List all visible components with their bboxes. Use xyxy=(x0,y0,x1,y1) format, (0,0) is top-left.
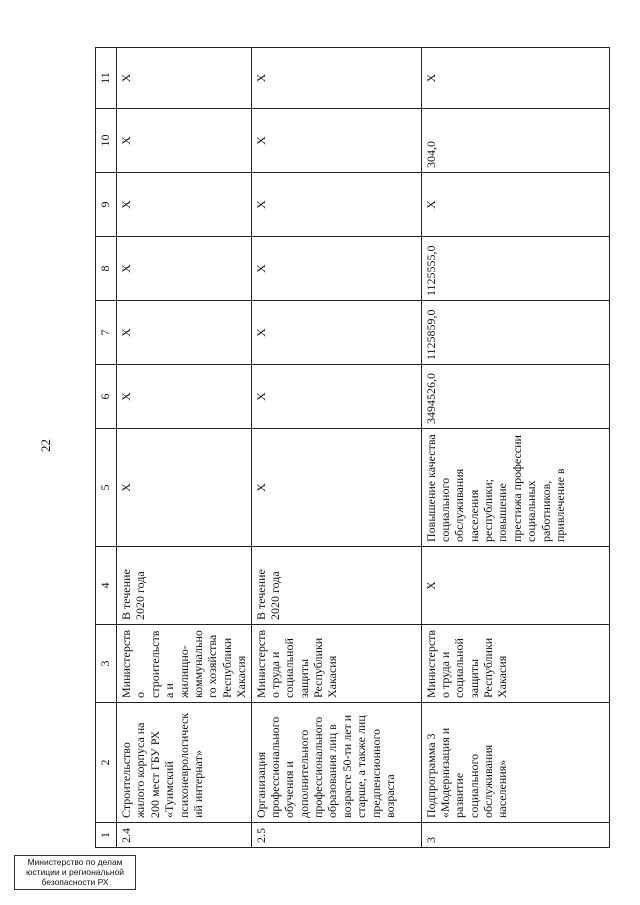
program-table-container xyxy=(95,48,610,848)
value-cell: Х xyxy=(251,109,421,173)
stamp-line: безопасности РХ xyxy=(41,876,109,887)
executor-cell: Министерство труда и социальной защиты Республики Хакасия xyxy=(251,625,421,703)
value-cell: Х xyxy=(251,173,421,237)
value-cell: Х xyxy=(117,237,252,301)
executor-cell: Министерство строительства и жилищно-коммунального хозяйства Республики Хакасия xyxy=(117,625,252,703)
table-row xyxy=(421,48,609,848)
value-cell: Х xyxy=(251,365,421,429)
value-cell: Х xyxy=(251,301,421,365)
value-cell: 3494526,0 xyxy=(421,365,609,429)
header-cell: 9 xyxy=(96,173,117,237)
result-cell: Х xyxy=(251,429,421,547)
header-cell: 11 xyxy=(96,48,117,109)
value-cell: Х xyxy=(117,173,252,237)
value-cell: 1125555,0 xyxy=(421,237,609,301)
row-number-cell: 3 xyxy=(421,823,609,848)
header-cell: 6 xyxy=(96,365,117,429)
stamp-line: юстиции и региональной xyxy=(25,866,125,877)
value-cell: Х xyxy=(117,301,252,365)
row-number-cell: 2.5 xyxy=(251,823,421,848)
stamp-line: Министерство по делам xyxy=(27,857,123,867)
header-cell: 1 xyxy=(96,823,117,848)
value-cell: Х xyxy=(251,48,421,109)
header-row xyxy=(96,48,117,848)
value-cell: Х xyxy=(117,365,252,429)
event-name-cell: Организация профессионального обучения и дополнительного профессионального образования лиц в возрасте 50-ти лет и старше, а также лиц предпенсионного возраста xyxy=(251,703,421,823)
executor-cell: Министерство труда и социальной защиты Республики Хакасия xyxy=(421,625,609,703)
value-cell: Х xyxy=(421,48,609,109)
header-cell: 10 xyxy=(96,109,117,173)
result-cell: Х xyxy=(117,429,252,547)
header-cell: 2 xyxy=(96,703,117,823)
header-cell: 5 xyxy=(96,429,117,547)
value-cell: Х xyxy=(251,237,421,301)
row-number-cell: 2.4 xyxy=(117,823,252,848)
value-cell: 304,0 xyxy=(421,109,609,173)
period-cell: В течение 2020 года xyxy=(251,547,421,625)
program-table xyxy=(95,47,610,848)
event-name-cell: Подпрограмма 3 «Модернизация и развитие социального обслуживания населения» xyxy=(421,703,609,823)
value-cell: 1125859,0 xyxy=(421,301,609,365)
event-name-cell: Строительство жилого корпуса на 200 мест ГБУ РХ «Туимский психоневрологический интернат» xyxy=(117,703,252,823)
page-number: 22 xyxy=(38,439,53,452)
value-cell: Х xyxy=(117,48,252,109)
header-cell: 4 xyxy=(96,547,117,625)
header-cell: 3 xyxy=(96,625,117,703)
table-row xyxy=(251,48,421,848)
header-cell: 7 xyxy=(96,301,117,365)
value-cell: Х xyxy=(421,173,609,237)
period-cell: В течение 2020 года xyxy=(117,547,252,625)
table-row xyxy=(117,48,252,848)
registration-stamp xyxy=(14,855,136,890)
value-cell: Х xyxy=(117,109,252,173)
result-cell: Повышение качества социального обслуживания населения республики; повышение престижа профессии социальных работников, привлечение в xyxy=(421,429,609,547)
header-cell: 8 xyxy=(96,237,117,301)
period-cell: Х xyxy=(421,547,609,625)
